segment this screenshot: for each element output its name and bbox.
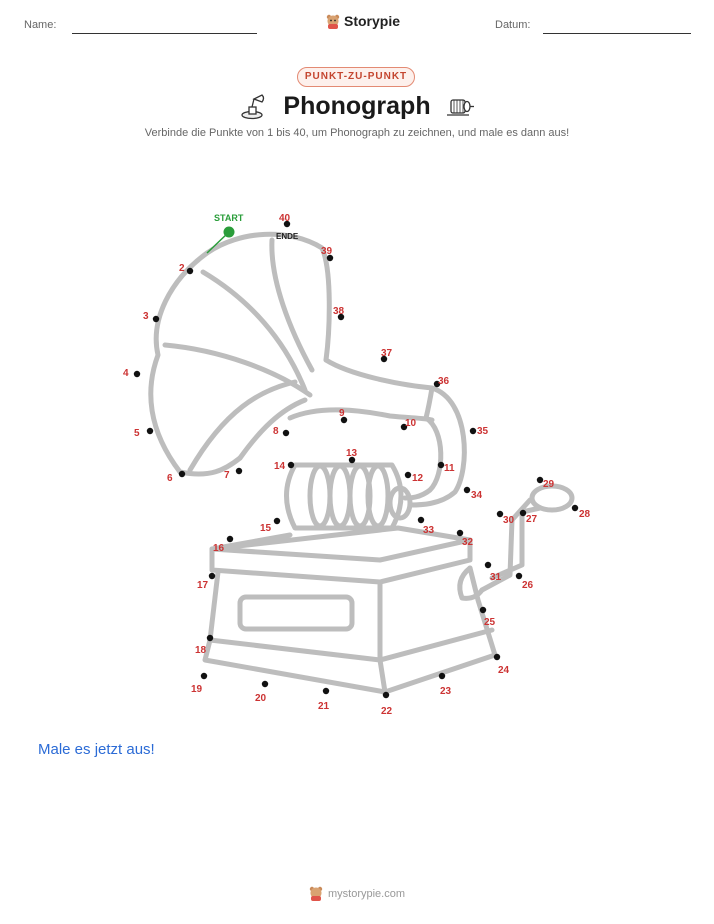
footer-url: mystorypie.com bbox=[327, 887, 406, 900]
activity-badge: PUNKT-ZU-PUNKT bbox=[297, 67, 415, 87]
dot-number-22: 22 bbox=[381, 706, 393, 717]
dot-number-24: 24 bbox=[498, 665, 510, 676]
dot-number-26: 26 bbox=[522, 580, 534, 591]
instructions: Verbinde die Punkte von 1 bis 40, um Phonograph zu zeichnen, und male es dann aus! bbox=[144, 127, 570, 139]
dot-12 bbox=[405, 472, 411, 478]
dot-number-38: 38 bbox=[333, 306, 345, 317]
phonograph-outline bbox=[151, 234, 572, 692]
dot-35 bbox=[470, 428, 476, 434]
dot-24 bbox=[494, 654, 500, 660]
dot-28 bbox=[572, 505, 578, 511]
dot-number-7: 7 bbox=[224, 470, 230, 481]
dot-number-36: 36 bbox=[438, 376, 450, 387]
dot-33 bbox=[418, 517, 424, 523]
dot-number-13: 13 bbox=[346, 448, 358, 459]
dot-number-21: 21 bbox=[318, 701, 330, 712]
dot-number-2: 2 bbox=[179, 263, 185, 274]
dot-number-31: 31 bbox=[490, 572, 502, 583]
dot-number-28: 28 bbox=[579, 509, 591, 520]
start-label: START bbox=[214, 213, 244, 223]
dot-number-29: 29 bbox=[543, 479, 555, 490]
dot-26 bbox=[516, 573, 522, 579]
dot-25 bbox=[480, 607, 486, 613]
dot-number-5: 5 bbox=[134, 428, 140, 439]
dot-number-40: 40 bbox=[279, 213, 291, 224]
dot-number-27: 27 bbox=[526, 514, 538, 525]
dot-number-20: 20 bbox=[255, 693, 267, 704]
dot-21 bbox=[323, 688, 329, 694]
dot-number-37: 37 bbox=[381, 348, 393, 359]
footer bbox=[0, 886, 714, 901]
dot-number-25: 25 bbox=[484, 617, 496, 628]
dot-5 bbox=[147, 428, 153, 434]
dot-number-18: 18 bbox=[195, 645, 207, 656]
dot-22 bbox=[383, 692, 389, 698]
color-prompt: Male es jetzt aus! bbox=[38, 741, 155, 758]
dot-number-6: 6 bbox=[167, 473, 173, 484]
dot-number-39: 39 bbox=[321, 246, 333, 257]
dot-19 bbox=[201, 673, 207, 679]
end-label: ENDE bbox=[276, 232, 299, 241]
dot-3 bbox=[153, 316, 159, 322]
bear-mascot-icon bbox=[309, 886, 323, 901]
dot-number-11: 11 bbox=[444, 463, 455, 474]
dot-number-14: 14 bbox=[274, 461, 286, 472]
dot-number-34: 34 bbox=[471, 490, 483, 501]
dot-23 bbox=[439, 673, 445, 679]
dot-number-35: 35 bbox=[477, 426, 489, 437]
dot-32 bbox=[457, 530, 463, 536]
dot-number-33: 33 bbox=[423, 525, 435, 536]
dot-number-17: 17 bbox=[197, 580, 209, 591]
dot-16 bbox=[227, 536, 233, 542]
dot-6 bbox=[179, 471, 185, 477]
dot-number-30: 30 bbox=[503, 515, 515, 526]
dot-number-23: 23 bbox=[440, 686, 452, 697]
dot-number-8: 8 bbox=[273, 426, 279, 437]
dot-number-10: 10 bbox=[405, 418, 417, 429]
dot-number-32: 32 bbox=[462, 537, 474, 548]
dot-number-4: 4 bbox=[123, 368, 129, 379]
dot-number-12: 12 bbox=[412, 473, 424, 484]
dot-34 bbox=[464, 487, 470, 493]
dot-number-3: 3 bbox=[143, 311, 149, 322]
name-label: Name: bbox=[24, 19, 57, 31]
dot-15 bbox=[274, 518, 280, 524]
dot-17 bbox=[209, 573, 215, 579]
date-label: Datum: bbox=[495, 19, 531, 31]
dot-14 bbox=[288, 462, 294, 468]
dot-8 bbox=[283, 430, 289, 436]
dot-number-9: 9 bbox=[339, 408, 345, 419]
dot-31 bbox=[485, 562, 491, 568]
dot-20 bbox=[262, 681, 268, 687]
dot-number-19: 19 bbox=[191, 684, 203, 695]
dot-2 bbox=[187, 268, 193, 274]
dot-number-15: 15 bbox=[260, 523, 272, 534]
page-title: Phonograph bbox=[283, 92, 431, 120]
brand-name: Storypie bbox=[344, 13, 401, 29]
start-dot bbox=[224, 227, 235, 238]
dot-number-16: 16 bbox=[213, 543, 225, 554]
dot-4 bbox=[134, 371, 140, 377]
dot-7 bbox=[236, 468, 242, 474]
dot-18 bbox=[207, 635, 213, 641]
